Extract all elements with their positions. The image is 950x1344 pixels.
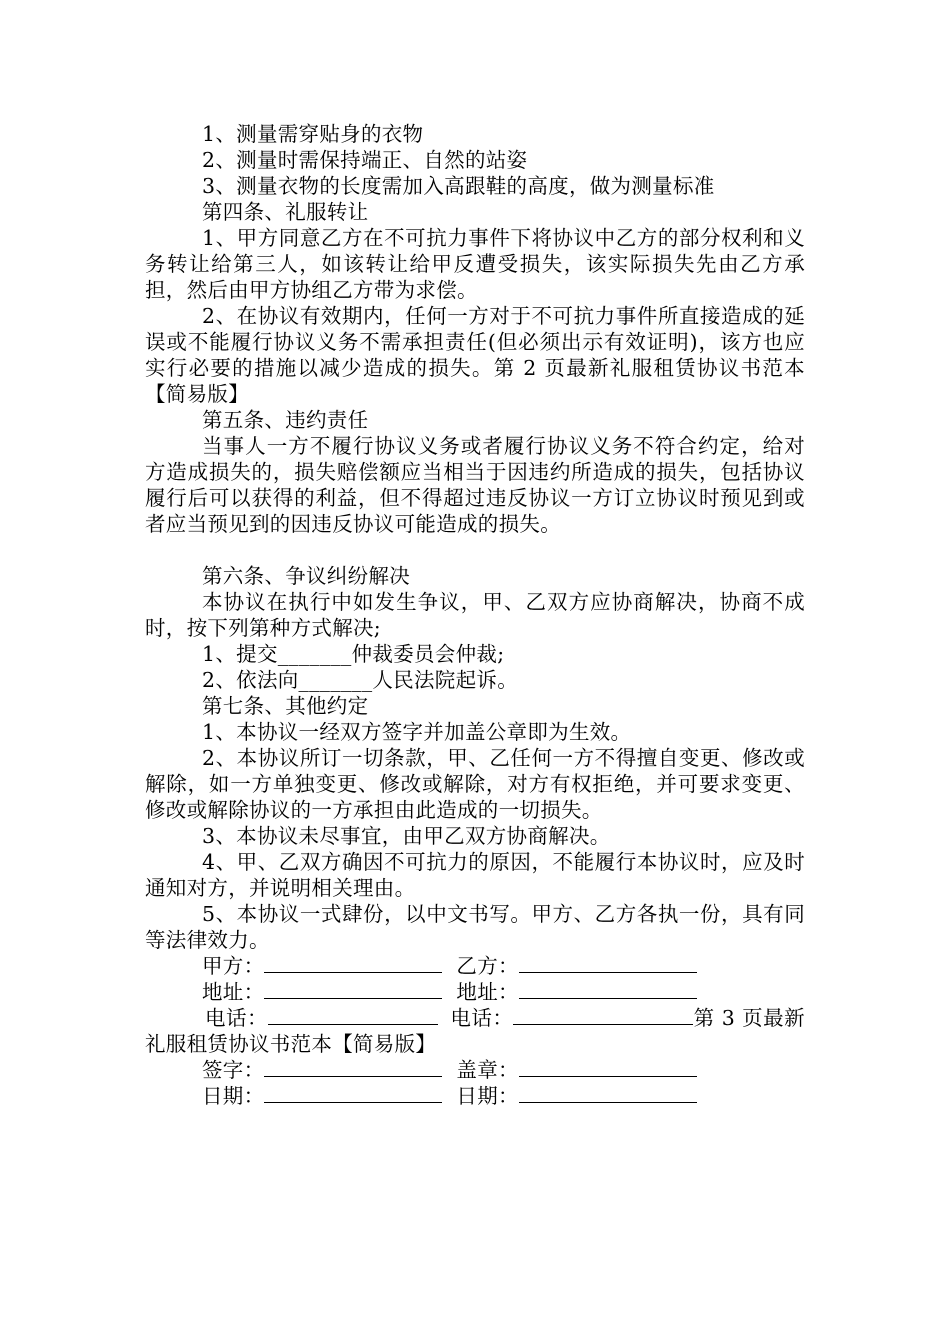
document-body (145, 121, 805, 1109)
page-footer: 第 3 页最新礼服租赁协议书范本【简易版】 (145, 1006, 805, 1056)
party-a-blank (264, 954, 442, 973)
signature-row-phone (145, 1005, 805, 1057)
phone-b-label: 电话： (450, 1006, 514, 1030)
signature-row-address (145, 979, 805, 1005)
phone-b-blank (513, 1006, 693, 1025)
date-a-blank (264, 1084, 442, 1103)
date-a-label: 日期： (202, 1084, 265, 1108)
section-heading: 第四条、礼服转让 (202, 200, 369, 224)
paragraph: 2、依法向_______人民法院起诉。 (202, 668, 518, 692)
party-b-blank (519, 954, 697, 973)
date-b-blank (519, 1084, 697, 1103)
party-b-label: 乙方： (456, 954, 519, 978)
section-heading: 第七条、其他约定 (202, 694, 369, 718)
signature-row-date (145, 1083, 805, 1109)
signature-row-sign (145, 1057, 805, 1083)
party-a-label: 甲方： (202, 954, 265, 978)
paragraph: 2、本协议所订一切条款，甲、乙任何一方不得擅自变更、修改或解除，如一方单独变更、修改或解除，对方有权拒绝，并可要求变更、修改或解除协议的一方承担由此造成的一切损失。 (145, 746, 805, 822)
address-b-label: 地址： (456, 980, 519, 1004)
address-a-blank (264, 980, 442, 999)
date-b-label: 日期： (456, 1084, 519, 1108)
paragraph: 3、本协议未尽事宜，由甲乙双方协商解决。 (202, 824, 611, 848)
signature-row-party (145, 953, 805, 979)
address-b-blank (519, 980, 697, 999)
seal-b-label: 盖章： (456, 1058, 519, 1082)
sign-a-blank (264, 1058, 442, 1077)
paragraph: 1、提交_______仲裁委员会仲裁; (202, 642, 505, 666)
paragraph: 1、甲方同意乙方在不可抗力事件下将协议中乙方的部分权利和义务转让给第三人，如该转让给甲反遭受损失，该实际损失先由乙方承担，然后由甲方协组乙方带为求偿。 (145, 226, 805, 302)
paragraph: 本协议在执行中如发生争议，甲、乙双方应协商解决，协商不成时，按下列第种方式解决; (145, 590, 805, 640)
paragraph: 1、本协议一经双方签字并加盖公章即为生效。 (202, 720, 632, 744)
section-heading: 第五条、违约责任 (202, 408, 369, 432)
sign-a-label: 签字： (202, 1058, 265, 1082)
paragraph: 2、在协议有效期内，任何一方对于不可抗力事件所直接造成的延误或不能履行协议义务不需承担责任(但必须出示有效证明)，该方也应实行必要的措施以减少造成的损失。第 2 页最新礼服租赁协议书范本【简易版】 (145, 304, 805, 406)
paragraph: 2、测量时需保持端正、自然的站姿 (202, 148, 528, 172)
blank-line (145, 537, 805, 563)
seal-b-blank (519, 1058, 697, 1077)
address-a-label: 地址： (202, 980, 265, 1004)
paragraph: 4、甲、乙双方确因不可抗力的原因，不能履行本协议时，应及时通知对方，并说明相关理由。 (145, 850, 805, 900)
phone-a-label: 电话： (205, 1006, 269, 1030)
paragraph: 3、测量衣物的长度需加入高跟鞋的高度，做为测量标准 (202, 174, 715, 198)
phone-a-blank (268, 1006, 438, 1025)
paragraph: 5、本协议一式肆份，以中文书写。甲方、乙方各执一份，具有同等法律效力。 (145, 902, 805, 952)
paragraph: 当事人一方不履行协议义务或者履行协议义务不符合约定，给对方造成损失的，损失赔偿额应当相当于因违约所造成的损失，包括协议履行后可以获得的利益，但不得超过违反协议一方订立协议时预见到或者应当预见到的因违反协议可能造成的损失。 (145, 434, 805, 536)
paragraph: 1、测量需穿贴身的衣物 (202, 122, 424, 146)
section-heading: 第六条、争议纠纷解决 (202, 564, 410, 588)
